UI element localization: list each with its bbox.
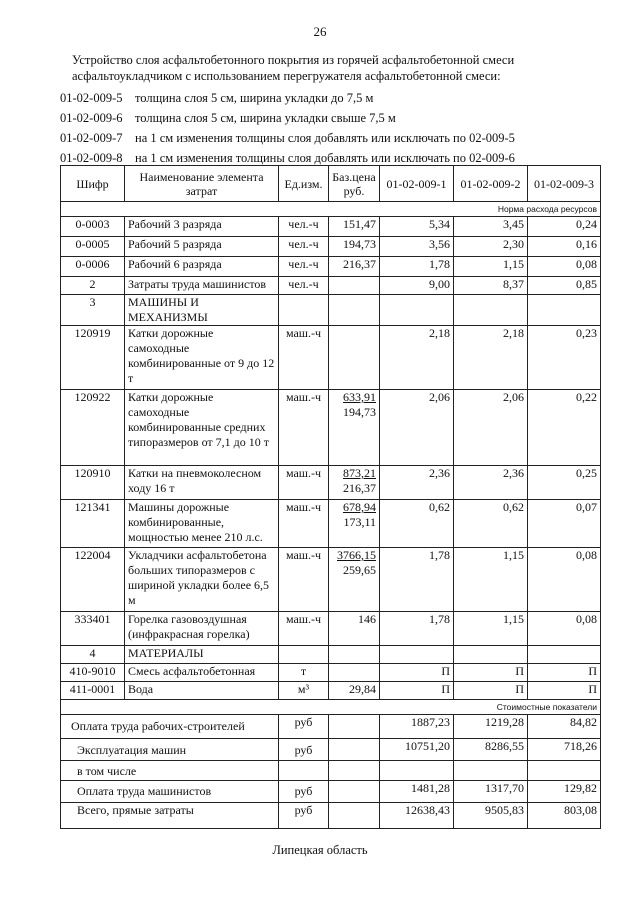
- cell-code: 0-0005: [61, 237, 125, 257]
- cell-v1: 2,36: [380, 466, 454, 500]
- cell-name: Рабочий 3 разряда: [125, 217, 279, 237]
- machines-section-row: [61, 295, 601, 326]
- cell-v3: 718,26: [528, 739, 601, 761]
- cell-v2: 3,45: [454, 217, 528, 237]
- cell-unit: маш.-ч: [279, 326, 329, 390]
- cell-unit: руб: [279, 803, 329, 829]
- cell-v2: 1,15: [454, 257, 528, 277]
- cell-name: Затраты труда машинистов: [125, 277, 279, 295]
- cell-v3: П: [528, 682, 601, 700]
- code-id: 01-02-009-8: [60, 151, 123, 165]
- cell-v2: 1,15: [454, 548, 528, 612]
- cell-code: 0-0006: [61, 257, 125, 277]
- cell-v1: 5,34: [380, 217, 454, 237]
- cell-name: Оплата труда машинистов: [61, 781, 279, 803]
- machinist-row: [61, 277, 601, 295]
- cell-v2: 2,30: [454, 237, 528, 257]
- cell-price: [329, 277, 380, 295]
- cell-v3: 0,22: [528, 390, 601, 466]
- cell-v3: 0,23: [528, 326, 601, 390]
- cell-v2: 2,06: [454, 390, 528, 466]
- cell-v1: 12638,43: [380, 803, 454, 829]
- table-row: [61, 217, 601, 237]
- cell-code: 0-0003: [61, 217, 125, 237]
- cell-price: 678,94 173,11: [329, 500, 380, 548]
- cell-v3: 803,08: [528, 803, 601, 829]
- section-title: МАШИНЫ И МЕХАНИЗМЫ: [125, 295, 279, 326]
- code-desc: толщина слоя 5 см, ширина укладки свыше 7,5 м: [135, 111, 396, 125]
- code-desc: на 1 см изменения толщины слоя добавлять или исключать по 02-009-6: [135, 151, 515, 165]
- cell-unit: маш.-ч: [279, 500, 329, 548]
- cell-v2: 0,62: [454, 500, 528, 548]
- cell-unit: м³: [279, 682, 329, 700]
- cell-code: 2: [61, 277, 125, 295]
- cost-row: [61, 781, 601, 803]
- code-id: 01-02-009-6: [60, 111, 123, 125]
- page-number: 26: [313, 24, 327, 39]
- cell-v1: 1,78: [380, 612, 454, 646]
- col-header-c3: 01-02-009-3: [528, 166, 601, 202]
- cell-v1: П: [380, 664, 454, 682]
- cell-v2: 8,37: [454, 277, 528, 295]
- cell-unit: маш.-ч: [279, 612, 329, 646]
- cell-v2: П: [454, 682, 528, 700]
- cell-unit: т: [279, 664, 329, 682]
- code-item: [60, 88, 515, 108]
- cost-row: [61, 761, 601, 781]
- cell-v1: П: [380, 682, 454, 700]
- cell-v2: 1219,28: [454, 715, 528, 739]
- cell-v2: 1317,70: [454, 781, 528, 803]
- cell-v1: 1,78: [380, 257, 454, 277]
- cell-v3: 84,82: [528, 715, 601, 739]
- cost-row: [61, 739, 601, 761]
- cell-code: 120910: [61, 466, 125, 500]
- cell-v1: 1887,23: [380, 715, 454, 739]
- cell-code: 3: [61, 295, 125, 326]
- resource-table: [60, 165, 601, 829]
- cost-row: [61, 715, 601, 739]
- cell-price: 633,91 194,73: [329, 390, 380, 466]
- code-desc: толщина слоя 5 см, ширина укладки до 7,5 м: [135, 91, 374, 105]
- code-id: 01-02-009-7: [60, 131, 123, 145]
- cell-v2: 2,36: [454, 466, 528, 500]
- cell-unit: чел.-ч: [279, 257, 329, 277]
- table-row: [61, 612, 601, 646]
- cell-name: Рабочий 6 разряда: [125, 257, 279, 277]
- cell-v1: 2,06: [380, 390, 454, 466]
- cell-v1: 0,62: [380, 500, 454, 548]
- footer-region: Липецкая область: [272, 843, 368, 857]
- cell-v3: 0,08: [528, 257, 601, 277]
- cell-code: 411-0001: [61, 682, 125, 700]
- table-row: [61, 682, 601, 700]
- cell-v1: 2,18: [380, 326, 454, 390]
- cell-name: Катки дорожные самоходные комбинированные от 9 до 12 т: [125, 326, 279, 390]
- cell-unit: чел.-ч: [279, 237, 329, 257]
- cell-name: Вода: [125, 682, 279, 700]
- cell-price: [329, 326, 380, 390]
- cell-code: 121341: [61, 500, 125, 548]
- cost-row: [61, 803, 601, 829]
- cell-v1: 1481,28: [380, 781, 454, 803]
- cell-name: Укладчики асфальтобетона больших типоразмеров с шириной укладки более 6,5 м: [125, 548, 279, 612]
- table-row: [61, 390, 601, 466]
- cell-code: 333401: [61, 612, 125, 646]
- col-header-name: Наименование элемента затрат: [125, 166, 279, 202]
- cell-v3: 129,82: [528, 781, 601, 803]
- cell-name: Катки дорожные самоходные комбинированные средних типоразмеров от 7,1 до 10 т: [125, 390, 279, 466]
- cell-code: 120922: [61, 390, 125, 466]
- cell-v3: 0,25: [528, 466, 601, 500]
- table-row: [61, 326, 601, 390]
- cell-name: Всего, прямые затраты: [61, 803, 279, 829]
- cell-price: 29,84: [329, 682, 380, 700]
- header-row: [61, 166, 601, 202]
- table-row: [61, 664, 601, 682]
- cell-unit: руб: [279, 781, 329, 803]
- cell-price: 194,73: [329, 237, 380, 257]
- cell-v2: 1,15: [454, 612, 528, 646]
- col-header-c2: 01-02-009-2: [454, 166, 528, 202]
- cell-name: Горелка газовоздушная (инфракрасная горелка): [125, 612, 279, 646]
- cell-name: в том числе: [61, 761, 279, 781]
- cell-code: 122004: [61, 548, 125, 612]
- col-header-price: Баз.цена руб.: [329, 166, 380, 202]
- code-item: [60, 108, 515, 128]
- intro-text: Устройство слоя асфальтобетонного покрытия из горячей асфальтобетонной смеси асфальтоукладчиком с использованием перегружателя асфальтобетонной смеси:: [72, 53, 515, 83]
- cell-v3: 0,24: [528, 217, 601, 237]
- cell-unit: маш.-ч: [279, 466, 329, 500]
- cell-price: 3766,15 259,65: [329, 548, 380, 612]
- cell-v1: 10751,20: [380, 739, 454, 761]
- col-header-unit: Ед.изм.: [279, 166, 329, 202]
- code-desc: на 1 см изменения толщины слоя добавлять или исключать по 02-009-5: [135, 131, 515, 145]
- cell-price: 216,37: [329, 257, 380, 277]
- table-row: [61, 548, 601, 612]
- code-list: [60, 88, 515, 168]
- cell-v2: 8286,55: [454, 739, 528, 761]
- cell-v3: 0,07: [528, 500, 601, 548]
- cell-price: 146: [329, 612, 380, 646]
- cell-name: Катки на пневмоколесном ходу 16 т: [125, 466, 279, 500]
- cell-v3: П: [528, 664, 601, 682]
- cell-v3: 0,08: [528, 548, 601, 612]
- cell-code: 410-9010: [61, 664, 125, 682]
- cell-unit: чел.-ч: [279, 217, 329, 237]
- cell-v2: П: [454, 664, 528, 682]
- cell-name: Оплата труда рабочих-строителей: [61, 715, 279, 739]
- cell-v2: 2,18: [454, 326, 528, 390]
- cell-price: 873,21 216,37: [329, 466, 380, 500]
- table-row: [61, 500, 601, 548]
- cell-unit: руб: [279, 739, 329, 761]
- cell-code: 120919: [61, 326, 125, 390]
- col-header-code: Шифр: [61, 166, 125, 202]
- cell-v2: 9505,83: [454, 803, 528, 829]
- cell-v3: 0,08: [528, 612, 601, 646]
- table-row: [61, 466, 601, 500]
- cell-name: Рабочий 5 разряда: [125, 237, 279, 257]
- section-title: МАТЕРИАЛЫ: [125, 646, 279, 664]
- norm-label: Норма расхода ресурсов: [61, 202, 601, 217]
- cell-name: Машины дорожные комбинированные, мощностью менее 210 л.с.: [125, 500, 279, 548]
- col-header-c1: 01-02-009-1: [380, 166, 454, 202]
- cost-label: Стоимостные показатели: [61, 700, 601, 715]
- table-row: [61, 257, 601, 277]
- cell-unit: маш.-ч: [279, 548, 329, 612]
- cell-v1: 9,00: [380, 277, 454, 295]
- cell-unit: маш.-ч: [279, 390, 329, 466]
- code-item: [60, 128, 515, 148]
- cell-name: Смесь асфальтобетонная: [125, 664, 279, 682]
- table-row: [61, 237, 601, 257]
- cell-name: Эксплуатация машин: [61, 739, 279, 761]
- materials-section-row: [61, 646, 601, 664]
- cell-price: 151,47: [329, 217, 380, 237]
- cell-v3: 0,16: [528, 237, 601, 257]
- cell-unit: чел.-ч: [279, 277, 329, 295]
- cell-price: [329, 664, 380, 682]
- cell-v3: 0,85: [528, 277, 601, 295]
- code-id: 01-02-009-5: [60, 91, 123, 105]
- cell-v1: 3,56: [380, 237, 454, 257]
- cell-v1: 1,78: [380, 548, 454, 612]
- cell-code: 4: [61, 646, 125, 664]
- cell-unit: руб: [279, 715, 329, 739]
